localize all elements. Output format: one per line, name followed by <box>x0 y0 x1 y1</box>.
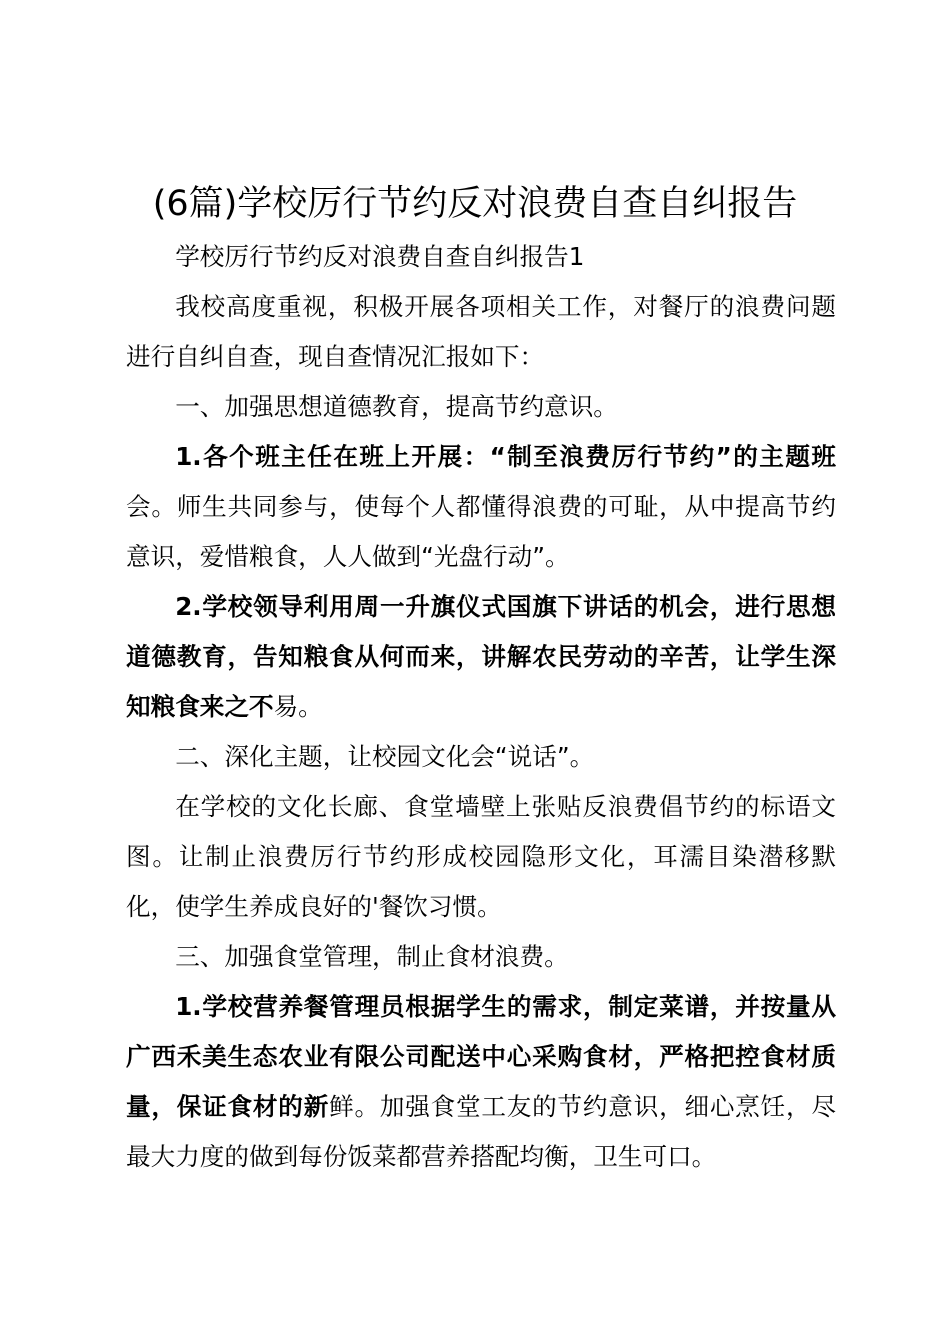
paragraph-class-meeting-bold: 1.各个班主任在班上开展：“制至浪费厉行节约”的主题班 <box>175 442 836 471</box>
report-subtitle: 学校厉行节约反对浪费自查自纠报告1 <box>175 242 585 271</box>
section-heading-3: 三、加强食堂管理，制止食材浪费。 <box>175 942 569 971</box>
paragraph-flag-speech-bold: 2.学校领导利用周一升旗仪式国旗下讲话的机会，进行思想道德教育，告知粮食从何而来，讲解农民劳动的辛苦，让学生深知粮食来之不 <box>126 592 836 721</box>
paragraph-flag-speech-rest: 易。 <box>273 692 323 721</box>
section-heading-2: 二、深化主题，让校园文化会“说话”。 <box>175 742 595 771</box>
paragraph-canteen <box>126 982 836 1182</box>
paragraph-class-meeting <box>126 432 836 582</box>
document-body <box>126 232 836 1182</box>
intro-paragraph: 我校高度重视，积极开展各项相关工作，对餐厅的浪费问题进行自纠自查，现自查情况汇报如下： <box>126 292 836 371</box>
paragraph-class-meeting-rest: 会。师生共同参与，使每个人都懂得浪费的可耻，从中提高节约意识，爱惜粮食，人人做到“光盘行动”。 <box>126 492 836 571</box>
paragraph-flag-speech <box>126 582 836 732</box>
document-title: (6篇)学校厉行节约反对浪费自查自纠报告 <box>152 184 798 224</box>
paragraph-canteen-bold: 1.学校营养餐管理员根据学生的需求，制定菜谱，并按量从广西禾美生态农业有限公司配送中心采购食材，严格把控食材质量，保证食材的新 <box>126 992 836 1121</box>
section-heading-1: 一、加强思想道德教育，提高节约意识。 <box>175 392 618 421</box>
paragraph-canteen-rest: 鲜。加强食堂工友的节约意识，细心烹饪，尽最大力度的做到每份饭菜都营养搭配均衡，卫生可口。 <box>126 1092 836 1171</box>
paragraph-campus-culture: 在学校的文化长廊、食堂墙壁上张贴反浪费倡节约的标语文图。让制止浪费厉行节约形成校园隐形文化，耳濡目染潜移默化，使学生养成良好的'餐饮习惯。 <box>126 792 836 921</box>
